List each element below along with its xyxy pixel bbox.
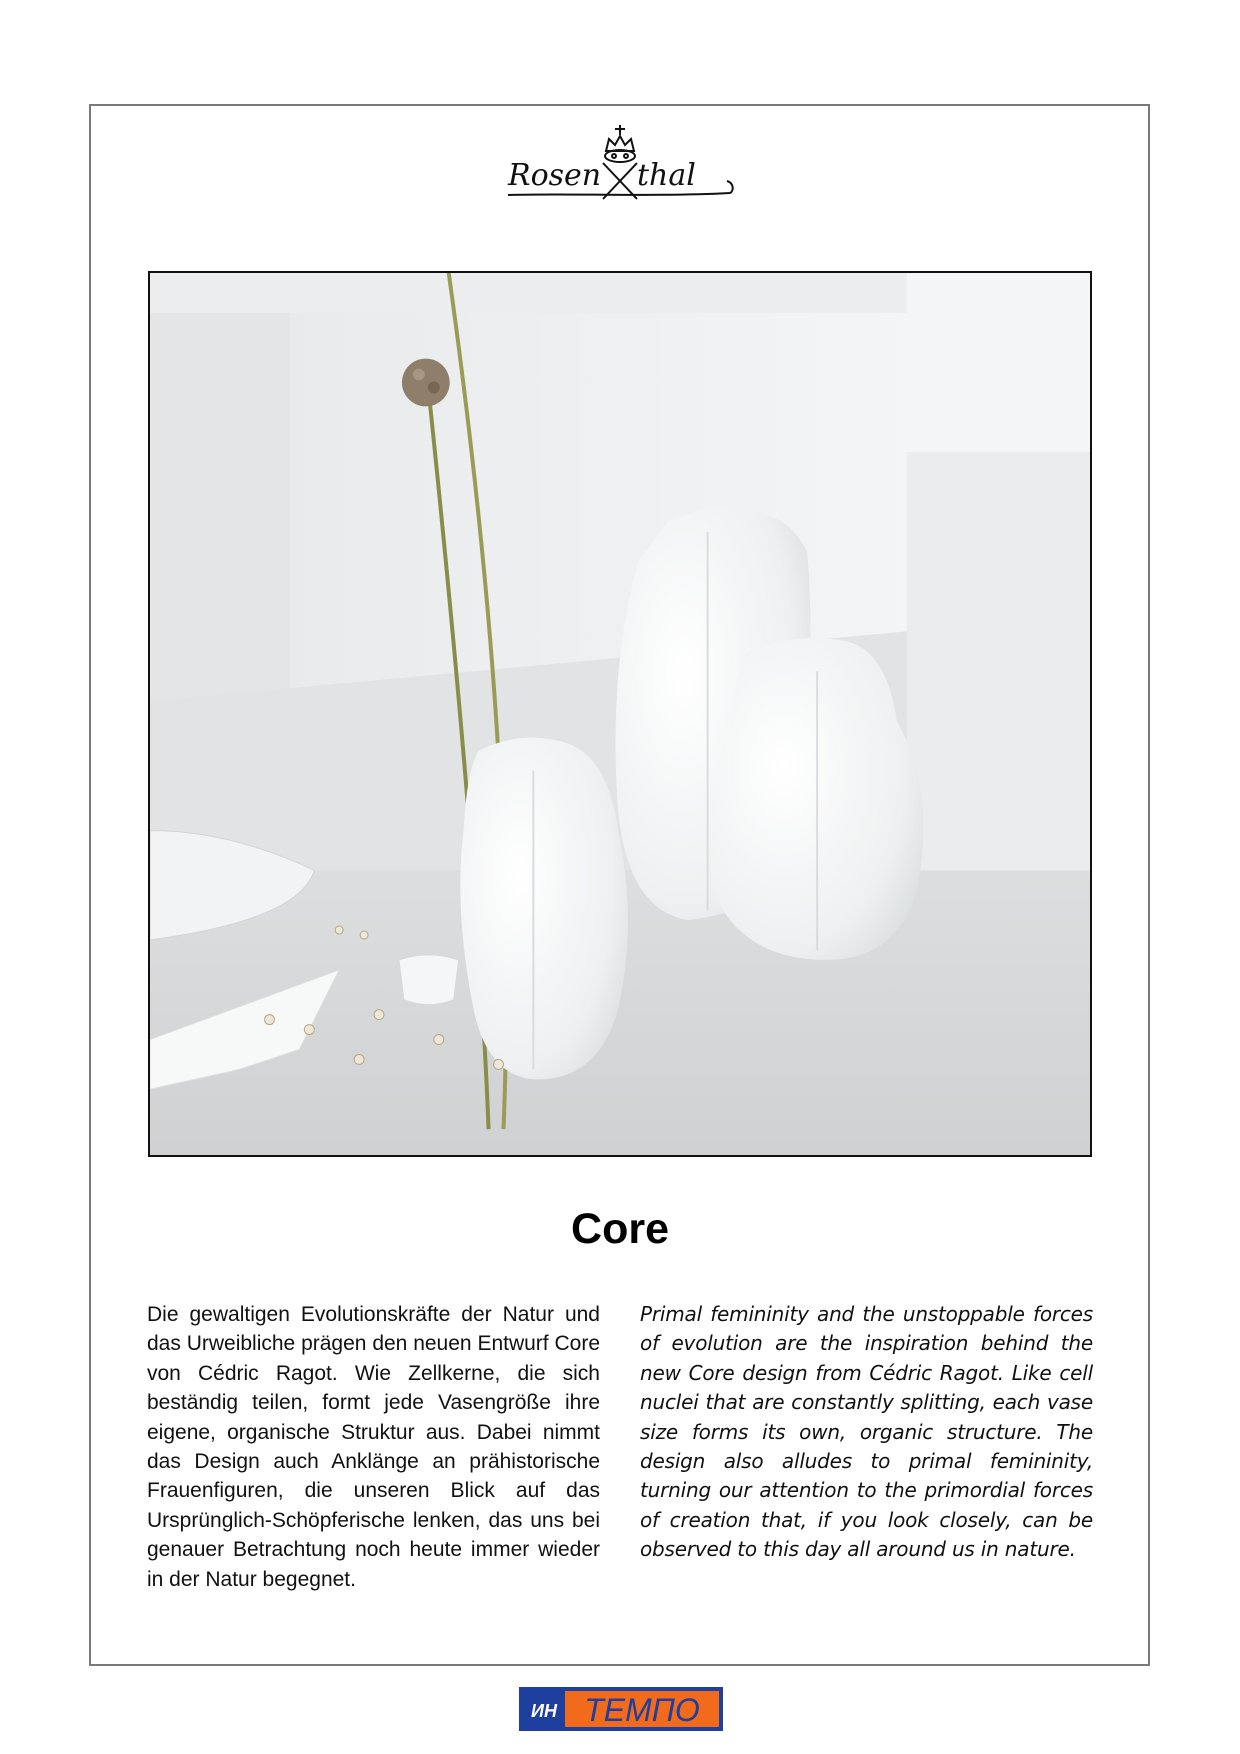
description-german: Die gewaltigen Evolutionskräfte der Natur und das Urweibliche prägen den neuen Entwurf Core von Cédric Ragot. Wie Zellkerne, die sich beständig teilen, formt jede Vasengröße ihre eigene, organische Struktur aus. Dabei nimmt das Design auch Anklänge an prähistorische Frauenfiguren, die unseren Blick auf das Ursprünglich-Schöpferische lenken, das uns bei genauer Betrachtung noch heute immer wieder in der Natur begegnet. bbox=[147, 1303, 600, 1591]
product-title: Core bbox=[571, 1205, 669, 1253]
description-english: Primal femininity and the unstoppable forces of evolution are the inspiration behind the new Core design from Cédric Ragot. Like cell nuclei that are constantly splitting, each vase size forms its own, organic structure. The design also alludes to primal femininity, turning our attention to the primordial forces of creation that, if you look closely, can be observed to this day all around us in nature. bbox=[640, 1302, 1093, 1562]
tempo-logo bbox=[519, 1687, 723, 1731]
tempo-logo-prefix: ИН bbox=[531, 1701, 557, 1721]
logo-text-rosen: Rosen bbox=[508, 158, 602, 193]
tempo-logo-main: ТЕМПО bbox=[584, 1692, 700, 1728]
product-photo bbox=[148, 271, 1092, 1157]
rosenthal-logo bbox=[505, 123, 735, 211]
logo-text-thal: thal bbox=[637, 158, 696, 193]
